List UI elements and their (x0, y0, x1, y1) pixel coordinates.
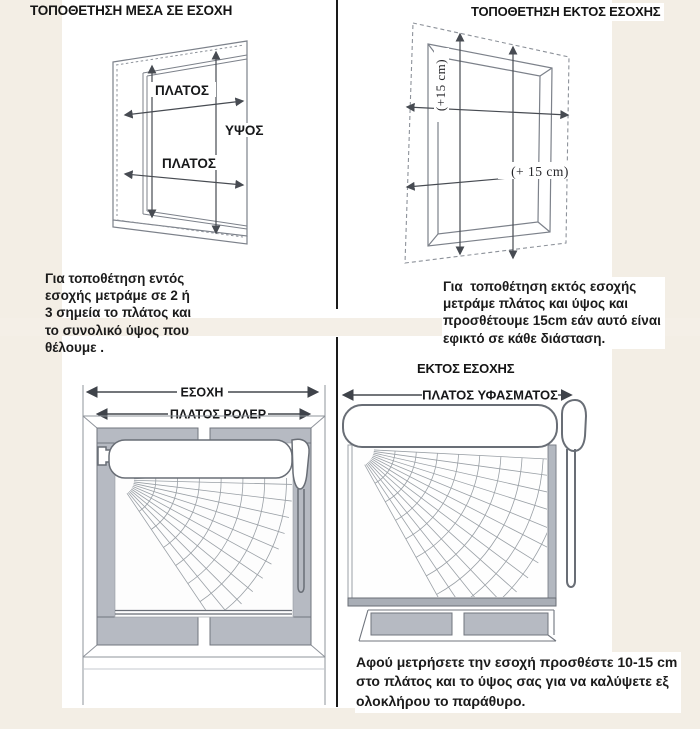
roller-assembly (343, 400, 586, 451)
chain-bracket (562, 400, 586, 451)
roller-in-recess-drawing (78, 383, 330, 708)
inside-recess-title: ΤΟΠΟΘΕΤΗΣΗ ΜΕΣΑ ΣΕ ΕΣΟΧΗ (30, 3, 233, 18)
caption-line: ολοκλήρου το παράθυρο. (356, 692, 526, 709)
width-label-bottom: ΠΛΑΤΟΣ (162, 156, 216, 171)
roller-width-label: ΠΛΑΤΟΣ ΡΟΛΕΡ (169, 407, 267, 422)
caption-line: εσοχής μετράμε σε 2 ή (45, 288, 190, 304)
fabric-width-label: ΠΛΑΤΟΣ ΥΦΑΣΜΑΤΟΣ (422, 387, 558, 403)
outside-recess-caption (442, 277, 665, 349)
measure-arrows (407, 34, 568, 258)
roller-tube (343, 405, 557, 447)
caption-line: μετράμε πλάτος και ύψος και (443, 296, 628, 312)
outside-recess-heading: ΕΚΤΟΣ ΕΣΟΧΗΣ (417, 361, 515, 376)
caption-line: Για τοποθέτηση εντός (45, 271, 185, 286)
caption-line: στο πλάτος και το ύψος σας για να καλύψετε εξ (356, 673, 669, 690)
width-label-top: ΠΛΑΤΟΣ (155, 83, 209, 98)
recess-label: ΕΣΟΧΗ (180, 385, 224, 400)
bottom-bar (348, 598, 556, 606)
caption-line: θέλουμε . (45, 339, 105, 355)
fabric-right-shade (548, 445, 556, 598)
dashed-guides (116, 45, 244, 237)
caption-line: Για τοποθέτηση εκτός εσοχής (443, 279, 637, 294)
plus-width-label: (+ 15 cm) (511, 164, 569, 179)
chain (567, 449, 575, 587)
inside-recess-caption (45, 270, 191, 356)
sill-panels (371, 613, 548, 635)
height-label: ΥΨΟΣ (225, 123, 264, 138)
caption-line: το συνολικό ύψος που (45, 322, 189, 338)
roller-tube (109, 440, 292, 478)
caption-line: προσθέτουμε 15cm εάν αυτό είναι (443, 313, 661, 329)
caption-line: εφικτό σε κάθε διάσταση. (443, 330, 606, 346)
bottom-caption (355, 652, 681, 713)
outside-recess-title: ΤΟΠΟΘΕΤΗΣΗ ΕΚΤΟΣ ΕΣΟΧΗΣ (470, 3, 664, 21)
inside-recess-window-drawing (90, 28, 290, 256)
column-divider (336, 0, 338, 309)
column-divider (336, 337, 338, 707)
plus-height-label: (+15 cm) (433, 58, 448, 112)
caption-line: 3 σημεία το πλάτος και (45, 305, 192, 321)
outside-recess-window-drawing (395, 18, 600, 283)
roller-outside-recess-drawing (338, 385, 600, 647)
recess-frame (113, 41, 247, 244)
caption-line: Αφού μετρήσετε την εσοχή προσθέστε 10-15 cm (356, 654, 678, 670)
